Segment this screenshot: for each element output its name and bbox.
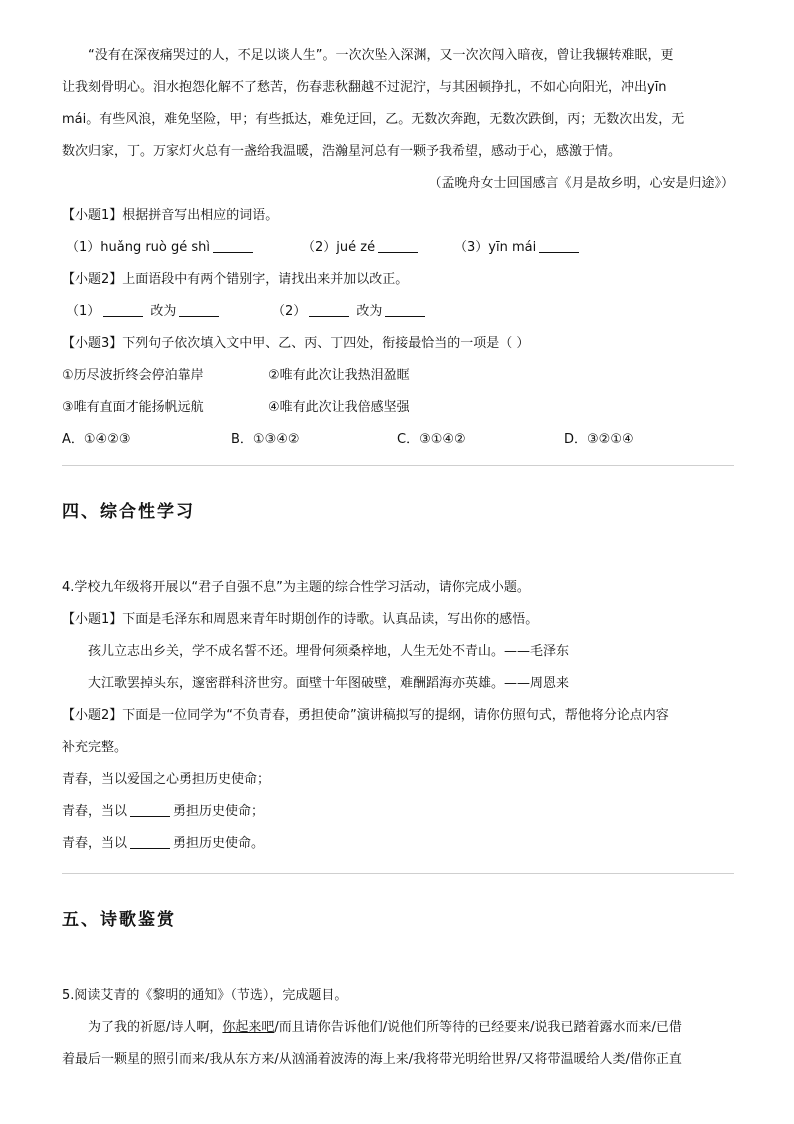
- section4-q2-title: 【小题2】下面是一位同学为“不负青春，勇担使命”演讲稿拟写的提纲，请你仿照句式，帮他将分论点内容: [62, 708, 669, 723]
- q3-title: 【小题3】下列句子依次填入文中甲、乙、丙、丁四处，衔接最恰当的一项是（ ）: [62, 336, 530, 351]
- q1-item-2: [302, 238, 421, 258]
- answer-blank[interactable]: [539, 238, 579, 253]
- poem-zhou: 大江歌罢掉头东，邃密群科济世穷。面壁十年图破壁，难酬蹈海亦英雄。——周恩来: [88, 676, 570, 691]
- q1-item-3: [454, 238, 582, 258]
- poem-text: /而且请你告诉他们/说他们所等待的已经要来/说我已踏着露水而来/已借: [274, 1020, 682, 1035]
- q2-change-label: 改为: [356, 304, 383, 319]
- passage-source: （孟晚舟女士回国感言《月是故乡明，心安是归途》）: [428, 176, 734, 191]
- section-title-4: 四、综合性学习: [62, 502, 195, 522]
- answer-blank[interactable]: [309, 302, 349, 317]
- q2-item-2: [272, 302, 428, 322]
- q1-item-2-label: （2）jué zé: [302, 240, 376, 255]
- answer-blank[interactable]: [179, 302, 219, 317]
- passage-line-4: 数次归家，丁。万家灯火总有一盏给我温暖，浩瀚星河总有一颗予我希望，感动于心，感激于情。: [62, 144, 622, 159]
- divider: [62, 873, 734, 874]
- passage-line-3: mái。有些风浪，难免坚险，甲；有些抵达，难免迂回，乙。无数次奔跑，无数次跌倒，丙；无数次出发，无: [62, 112, 685, 127]
- outline-point-3: [62, 834, 734, 854]
- answer-blank[interactable]: [130, 802, 170, 817]
- section5-intro: 5.阅读艾青的《黎明的通知》（节选），完成题目。: [62, 988, 348, 1003]
- poem-excerpt-line-1: [88, 1018, 734, 1038]
- section4-q1-title: 【小题1】下面是毛泽东和周恩来青年时期创作的诗歌。认真品读，写出你的感悟。: [62, 612, 539, 627]
- poem-underlined-text: 你起来吧: [222, 1020, 275, 1035]
- q2-item-1-prefix: （1）: [66, 304, 101, 319]
- outline-suffix: 勇担历史使命。: [173, 836, 265, 851]
- q1-title: 【小题1】根据拼音写出相应的词语。: [62, 208, 279, 223]
- choice-d[interactable]: D．③②①④: [564, 432, 634, 447]
- outline-prefix: 青春，当以: [62, 804, 128, 819]
- choice-a[interactable]: A．①④②③: [62, 432, 131, 447]
- q3-sentence-2: ②唯有此次让我热泪盈眶: [268, 368, 410, 383]
- q1-item-3-label: （3）yīn mái: [454, 240, 537, 255]
- q3-sentence-4: ④唯有此次让我倍感坚强: [268, 400, 410, 415]
- q3-sentence-3: ③唯有直面才能扬帆远航: [62, 400, 204, 415]
- choice-b[interactable]: B．①③④②: [231, 432, 300, 447]
- answer-blank[interactable]: [130, 834, 170, 849]
- poem-excerpt-line-2: 着最后一颗星的照引而来/我从东方来/从汹涌着波涛的海上来/我将带光明给世界/又将带温暖给人类/借你正直: [62, 1052, 682, 1067]
- outline-suffix: 勇担历史使命；: [173, 804, 265, 819]
- poem-mao: 孩儿立志出乡关，学不成名誓不还。埋骨何须桑梓地，人生无处不青山。——毛泽东: [88, 644, 570, 659]
- q1-item-1: [66, 238, 256, 258]
- choice-c[interactable]: C．③①④②: [397, 432, 466, 447]
- answer-blank[interactable]: [385, 302, 425, 317]
- passage-line-1: “没有在深夜痛哭过的人，不足以谈人生”。一次次坠入深渊，又一次次闯入暗夜，曾让我辗转难眠，更: [88, 48, 674, 63]
- answer-blank[interactable]: [103, 302, 143, 317]
- q2-title: 【小题2】上面语段中有两个错别字，请找出来并加以改正。: [62, 272, 409, 287]
- poem-text: 为了我的祈愿/诗人啊，: [88, 1020, 223, 1035]
- q1-item-1-label: （1）huǎng ruò gé shì: [66, 240, 211, 255]
- outline-point-1: 青春，当以爱国之心勇担历史使命；: [62, 772, 271, 787]
- section4-q2-title-cont: 补充完整。: [62, 740, 128, 755]
- divider: [62, 465, 734, 466]
- passage-line-2: 让我刻骨明心。泪水抱怨化解不了愁苦，伤春悲秋翻越不过泥泞，与其困顿挣扎，不如心向阳光，冲出yīn: [62, 80, 667, 95]
- section-title-5: 五、诗歌鉴赏: [62, 910, 176, 930]
- q2-item-2-prefix: （2）: [272, 304, 307, 319]
- answer-blank[interactable]: [378, 238, 418, 253]
- q2-change-label: 改为: [150, 304, 177, 319]
- q2-item-1: [66, 302, 222, 322]
- outline-prefix: 青春，当以: [62, 836, 128, 851]
- outline-point-2: [62, 802, 734, 822]
- q3-sentence-1: ①历尽波折终会停泊靠岸: [62, 368, 204, 383]
- section4-intro: 4.学校九年级将开展以“君子自强不息”为主题的综合性学习活动，请你完成小题。: [62, 580, 530, 595]
- answer-blank[interactable]: [213, 238, 253, 253]
